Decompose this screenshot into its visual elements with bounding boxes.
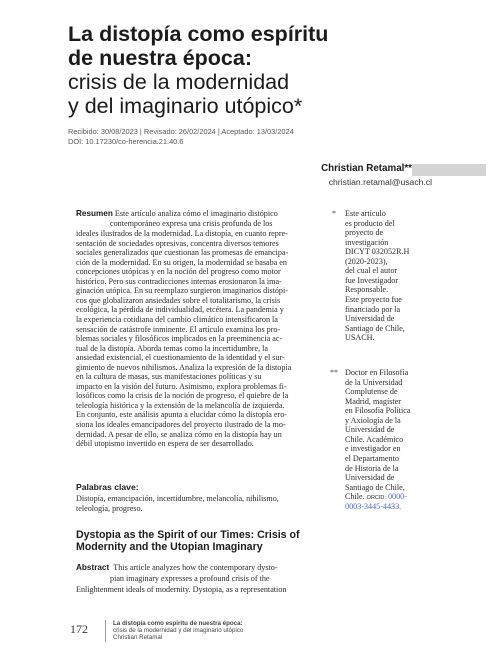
- resumen-line: blemas sociales y filosóficos implicados en la preeminencia ac-: [76, 334, 283, 344]
- orcid-label: ORCID:: [366, 495, 386, 502]
- footnote-line: [345, 492, 445, 502]
- footnote-line: (2020-2023),: [345, 256, 388, 266]
- resumen-line: dernidad. A pesar de ello, se analiza cómo en la distopía hay un: [76, 429, 282, 439]
- footnote-text: Chile.: [345, 492, 365, 502]
- keywords-line: teleología, progreso.: [76, 504, 143, 513]
- title-line-1: La distopía como espíritu: [68, 22, 329, 46]
- resumen-line: ansiedad existencial, el cuestionamiento de la identidad y el sur-: [76, 353, 285, 363]
- abstract-label: Abstract: [76, 563, 110, 572]
- note-marker-1: *: [332, 209, 336, 218]
- footnote-line: fue Investigador: [345, 275, 399, 285]
- footnote-line: de la Universidad: [345, 377, 403, 387]
- abstract-line: Enlightenment ideals of modernity. Dystopia, as a representation: [76, 585, 287, 594]
- footnote-line: proyecto de: [345, 228, 384, 238]
- resumen-line: sentación de sociedades opresivas, concentra diversos temores: [76, 238, 279, 248]
- resumen-line: sociales generalizados que cuestionan las promesas de emancipa-: [76, 248, 289, 258]
- resumen-line: histórico. Pero sus contradicciones internas erosionaron la ima-: [76, 276, 282, 286]
- footnote-line: USACH.: [345, 333, 375, 343]
- resumen-line: débil utopismo invertido en espera de ser desarrollado.: [76, 439, 254, 449]
- author-highlight-bar: [412, 164, 486, 176]
- footnote-line: Complutense de: [345, 387, 398, 397]
- author-email[interactable]: christian.retamal@usach.cl: [328, 177, 432, 187]
- footnote-line: de Historia de la: [345, 463, 399, 473]
- running-title: La distopía como espíritu de nuestra época:: [113, 620, 243, 627]
- resumen-line: ginación utópica. En su reemplazo surgieron imaginarios distópi-: [76, 286, 288, 296]
- orcid-link[interactable]: 0000-: [387, 492, 407, 502]
- running-author: Christian Retamal: [113, 634, 163, 641]
- footnote-line: Santiago de Chile,: [345, 323, 405, 333]
- resumen-line: la experiencia cotidiana del cambio climático intensificaron la: [76, 314, 278, 324]
- resumen-line: losóficos como la crisis de la noción de progreso, el quiebre de la: [76, 391, 289, 401]
- resumen-line: ecológica, la pérdida de individualidad, etcétera. La pandemia y: [76, 305, 284, 315]
- resumen-line: concepciones utópicas y en la noción del progreso como motor: [76, 267, 281, 277]
- subtitle-line-1: crisis de la modernidad: [68, 70, 290, 94]
- abstract-line: Abstract This article analyzes how the contemporary dysto-: [76, 563, 278, 572]
- abstract-line: pian imaginary expresses a profound crisis of the: [110, 574, 270, 583]
- resumen-line: ideales ilustrados de la modernidad. La distopía, en cuanto repre-: [76, 229, 288, 238]
- page-number: 172: [70, 622, 88, 636]
- footnote-line: Responsable.: [345, 285, 389, 295]
- footnote-line: Universidad de: [345, 473, 395, 483]
- running-subtitle: crisis de la modernidad y del imaginario utópico: [113, 627, 244, 634]
- resumen-line: teleología histórica y la extensión de la melancolía de izquierda.: [76, 400, 285, 410]
- keywords-line: Distopía, emancipación, incertidumbre, melancolía, nihilismo,: [76, 494, 279, 503]
- footnote-line: Santiago de Chile,: [345, 482, 405, 492]
- footnote-line: Este artículo: [345, 209, 386, 218]
- footnote-line: el Departamento: [345, 453, 399, 463]
- note-marker-2: **: [330, 368, 338, 377]
- footnote-line: financiado por la: [345, 304, 401, 314]
- resumen-line: tual de la distopía. Aborda temas como la incertidumbre, la: [76, 343, 269, 353]
- footnote-line: Universidad de: [345, 425, 395, 435]
- article-dates: Recibido: 30/08/2023 | Revisado: 26/02/2024 | Aceptado: 13/03/2024: [68, 127, 294, 136]
- resumen-label: Resumen: [76, 209, 113, 218]
- resumen-line: gimiento de nuevos nihilismos. Analiza la expresión de la distopía: [76, 362, 292, 372]
- footnote-line: e investigador en: [345, 444, 401, 454]
- resumen-line: en la cultura de masas, sus manifestaciones políticas y su: [76, 372, 262, 382]
- keywords-label: Palabras clave:: [76, 482, 139, 492]
- footnote-line: Este proyecto fue: [345, 294, 402, 304]
- footnote-line: Universidad de: [345, 314, 395, 324]
- orcid-link[interactable]: 0003-3445-4433.: [345, 501, 402, 511]
- footnote-line: es producto del: [345, 218, 395, 228]
- footnote-line: Chile. Académico: [345, 434, 404, 444]
- footnote-line: DICYT 032052R.H: [345, 247, 410, 257]
- english-title-line-2: Modernity and the Utopian Imaginary: [76, 541, 263, 553]
- resumen-line: ción de la modernidad. En su origen, la modernidad se basaba en: [76, 257, 287, 267]
- title-line-2: de nuestra época:: [68, 46, 252, 70]
- resumen-line: impacto en la visión del futuro. Asimismo, explora problemas fi-: [76, 381, 287, 391]
- footnote-line: Doctor en Filosofía: [345, 368, 409, 377]
- resumen-line: contemporáneo expresa una crisis profunda de los: [110, 219, 273, 228]
- article-doi: DOI: 10.17230/co-herencia.21.40.6: [68, 137, 184, 146]
- resumen-line: sensación de catástrofe inminente. El artículo examina los pro-: [76, 324, 281, 334]
- resumen-line: cos que globalizaron ansiedades sobre el totalitarismo, la crisis: [76, 295, 281, 305]
- subtitle-line-2: y del imaginario utópico*: [68, 94, 303, 118]
- footer-divider: [105, 620, 106, 642]
- resumen-line: Resumen Este artículo analiza cómo el imaginario distópico: [76, 209, 278, 218]
- english-title-line-1: Dystopia as the Spirit of our Times: Crisis of: [76, 529, 300, 541]
- footnote-line: del cual el autor: [345, 266, 398, 276]
- footnote-line: investigación: [345, 237, 389, 247]
- resumen-line: siona los ideales emancipadores del proyecto ilustrado de la mo-: [76, 420, 286, 429]
- resumen-line: En conjunto, este análisis apunta a elucidar cómo la distopía ero-: [76, 410, 287, 420]
- footnote-line: y Axiología de la: [345, 415, 401, 425]
- author-name: Christian Retamal**: [321, 163, 412, 174]
- footnote-line: Madrid, magíster: [345, 396, 401, 406]
- footnote-line: en Filosofía Política: [345, 406, 411, 416]
